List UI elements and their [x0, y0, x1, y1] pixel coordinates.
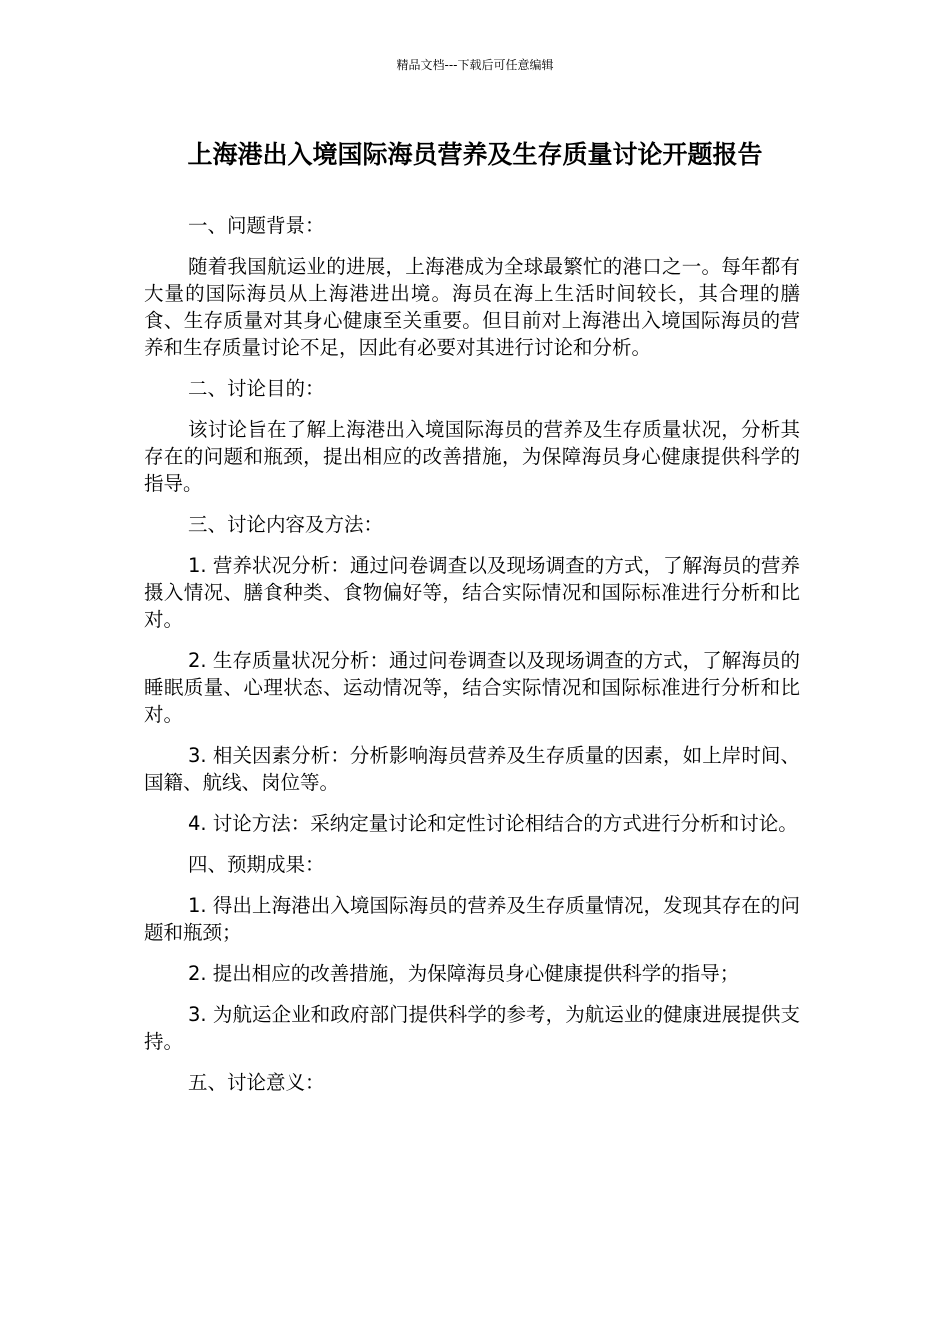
- section-heading-content-methods: 三、讨论内容及方法：: [188, 513, 384, 536]
- document-body: [144, 212, 800, 1110]
- page-header: 精品文档---下载后可任意编辑: [396, 58, 554, 72]
- section-heading-background: 一、问题背景：: [188, 214, 325, 237]
- document-title: 上海港出入境国际海员营养及生存质量讨论开题报告: [187, 140, 763, 169]
- content-item-nutrition: 1. 营养状况分析：通过问卷调查以及现场调查的方式，了解海员的营养摄入情况、膳食种类、食物偏好等，结合实际情况和国际标准进行分析和比对。: [144, 554, 800, 631]
- purpose-paragraph: 该讨论旨在了解上海港出入境国际海员的营养及生存质量状况，分析其存在的问题和瓶颈，提出相应的改善措施，为保障海员身心健康提供科学的指导。: [144, 418, 800, 495]
- result-item-findings: 1. 得出上海港出入境国际海员的营养及生存质量情况，发现其存在的问题和瓶颈；: [144, 894, 800, 944]
- content-item-methods: 4. 讨论方法：采纳定量讨论和定性讨论相结合的方式进行分析和讨论。: [188, 812, 798, 835]
- section-heading-purpose: 二、讨论目的：: [188, 377, 325, 400]
- section-heading-significance: 五、讨论意义：: [188, 1071, 325, 1094]
- result-item-measures: 2. 提出相应的改善措施，为保障海员身心健康提供科学的指导；: [188, 962, 740, 985]
- result-item-reference: 3. 为航运企业和政府部门提供科学的参考，为航运业的健康进展提供支持。: [144, 1003, 800, 1053]
- background-paragraph: 随着我国航运业的进展，上海港成为全球最繁忙的港口之一。每年都有大量的国际海员从上海港进出境。海员在海上生活时间较长，其合理的膳食、生存质量对其身心健康至关重要。但目前对上海港出入境国际海员的营养和生存质量讨论不足，因此有必要对其进行讨论和分析。: [144, 255, 800, 359]
- content-item-factors: 3. 相关因素分析：分析影响海员营养及生存质量的因素，如上岸时间、国籍、航线、岗位等。: [144, 744, 800, 794]
- content-item-quality-of-life: 2. 生存质量状况分析：通过问卷调查以及现场调查的方式，了解海员的睡眠质量、心理状态、运动情况等，结合实际情况和国际标准进行分析和比对。: [144, 649, 800, 726]
- section-heading-expected-results: 四、预期成果：: [188, 853, 325, 876]
